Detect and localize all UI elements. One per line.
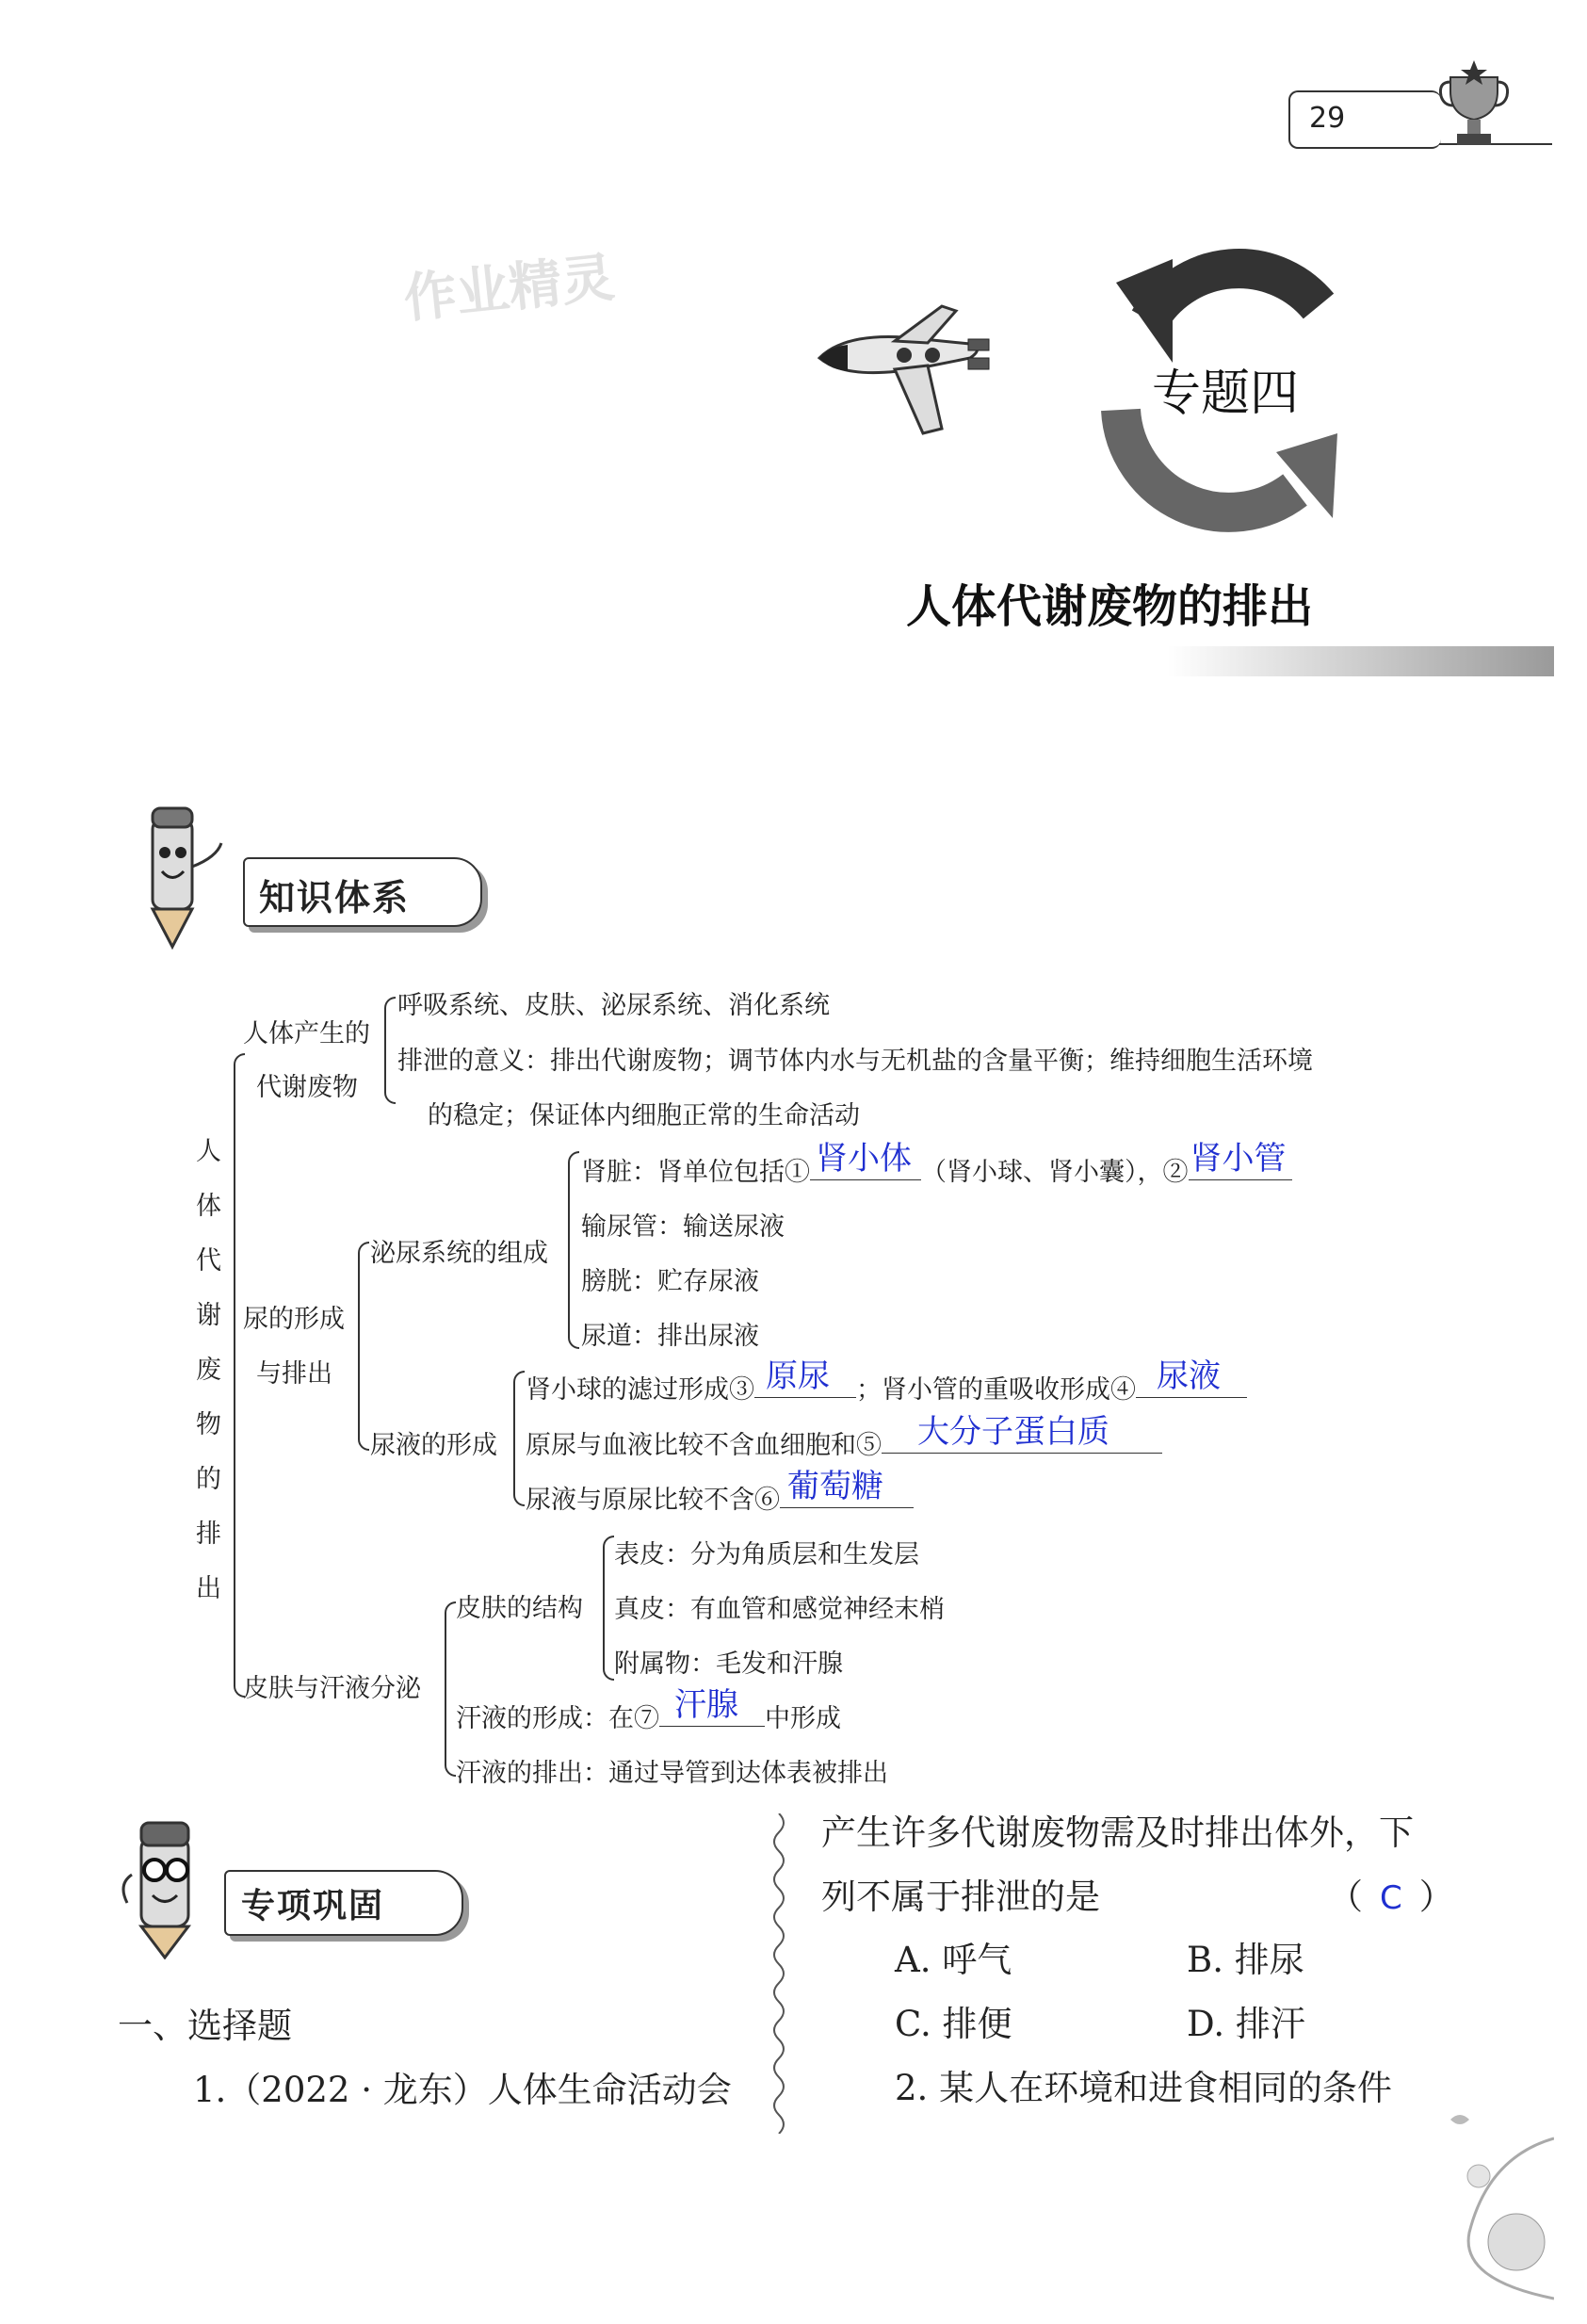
blank-5 bbox=[882, 1413, 1162, 1454]
urine-line1-text: 肾小球的滤过形成③ bbox=[526, 1375, 754, 1405]
brace-root bbox=[234, 1053, 245, 1698]
question-1-cont2: 列不属于排泄的是 bbox=[821, 1877, 1100, 1917]
blank-7 bbox=[659, 1686, 765, 1727]
answer-6: 葡萄糖 bbox=[787, 1468, 883, 1505]
skin-structure-label: 皮肤的结构 bbox=[456, 1594, 583, 1623]
blank-4 bbox=[1136, 1357, 1247, 1398]
blank-2 bbox=[1189, 1140, 1292, 1180]
blank-6 bbox=[780, 1468, 914, 1508]
branch1-line3: 的稳定；保证体内细胞正常的生命活动 bbox=[428, 1101, 860, 1130]
paren-close: ） bbox=[1418, 1877, 1454, 1917]
kidney-mid-text: （肾小球、肾小囊），② bbox=[921, 1158, 1189, 1187]
gradient-bar bbox=[1168, 646, 1554, 676]
brace-skin bbox=[603, 1536, 614, 1681]
sweat-excretion-line: 汗液的排出：通过导管到达体表被排出 bbox=[456, 1759, 888, 1788]
appendages-line: 附属物：毛发和汗腺 bbox=[614, 1650, 843, 1679]
blank-1 bbox=[810, 1140, 921, 1180]
paren-open: （ bbox=[1328, 1877, 1363, 1917]
flower-decoration-icon bbox=[1413, 2101, 1554, 2312]
brace-branch2 bbox=[358, 1242, 369, 1451]
blank-3 bbox=[754, 1357, 856, 1398]
root-char: 代 bbox=[196, 1246, 221, 1276]
root-char: 排 bbox=[196, 1520, 221, 1549]
urine-line2 bbox=[526, 1413, 1162, 1461]
section-practice-title: 专项巩固 bbox=[241, 1887, 385, 1926]
part-title: 一、选择题 bbox=[118, 2006, 292, 2046]
question-2-start: 2. 某人在环境和进食相同的条件 bbox=[895, 2068, 1393, 2108]
root-char: 体 bbox=[196, 1192, 221, 1221]
branch2-label: 尿的形成 bbox=[243, 1305, 345, 1334]
urinary-system-label: 泌尿系统的组成 bbox=[370, 1239, 548, 1268]
urine-formation-label: 尿液的形成 bbox=[370, 1431, 497, 1460]
brace-urinary bbox=[568, 1151, 579, 1349]
root-char: 废 bbox=[196, 1356, 221, 1385]
urine-line1 bbox=[526, 1357, 1247, 1406]
urine-line2-text: 原尿与血液比较不含血细胞和⑤ bbox=[526, 1431, 882, 1460]
glasses-mascot-icon bbox=[113, 1818, 226, 1963]
branch3-label: 皮肤与汗液分泌 bbox=[243, 1674, 421, 1703]
root-char: 出 bbox=[196, 1574, 221, 1603]
brace-branch3 bbox=[445, 1601, 456, 1777]
answer-7: 汗腺 bbox=[674, 1686, 738, 1724]
topic-title: 人体代谢废物的排出 bbox=[906, 580, 1314, 633]
option-a: A. 呼气 bbox=[895, 1940, 1012, 1980]
answer-2: 肾小管 bbox=[1190, 1140, 1287, 1178]
option-b: B. 排尿 bbox=[1187, 1940, 1304, 1980]
branch1-line1: 呼吸系统、皮肤、泌尿系统、消化系统 bbox=[397, 991, 830, 1020]
bladder-line: 膀胱：贮存尿液 bbox=[581, 1267, 759, 1296]
question-1-start: 1.（2022 · 龙东）人体生命活动会 bbox=[193, 2070, 732, 2110]
option-d: D. 排汗 bbox=[1187, 2004, 1305, 2044]
column-divider bbox=[768, 1813, 790, 2137]
pencil-mascot-icon bbox=[132, 801, 235, 955]
urine-line1-mid: ；肾小管的重吸收形成④ bbox=[856, 1375, 1136, 1405]
root-char: 物 bbox=[196, 1410, 221, 1439]
urine-line3-text: 尿液与原尿比较不含⑥ bbox=[526, 1486, 780, 1515]
answer-paren bbox=[1328, 1868, 1454, 1919]
ureter-line: 输尿管：输送尿液 bbox=[581, 1212, 785, 1242]
question-1-cont1: 产生许多代谢废物需及时排出体外，下 bbox=[821, 1812, 1414, 1853]
root-char: 谢 bbox=[196, 1301, 221, 1330]
branch1-label: 人体产生的 bbox=[243, 1019, 370, 1048]
sweat-formation-text: 汗液的形成：在⑦ bbox=[456, 1704, 659, 1733]
urethra-line: 尿道：排出尿液 bbox=[581, 1322, 759, 1351]
root-char: 人 bbox=[196, 1137, 221, 1166]
watermark: 作业精灵 bbox=[400, 247, 618, 331]
topic-label: 专题四 bbox=[1152, 366, 1300, 422]
kidney-line bbox=[581, 1140, 1292, 1188]
answer-3: 原尿 bbox=[766, 1357, 830, 1395]
page-number: 29 bbox=[1309, 102, 1346, 135]
root-char: 的 bbox=[196, 1465, 221, 1494]
urine-line3 bbox=[526, 1468, 914, 1516]
sweat-formation-post: 中形成 bbox=[765, 1704, 841, 1733]
answer-5: 大分子蛋白质 bbox=[917, 1413, 1109, 1451]
section-knowledge-title: 知识体系 bbox=[259, 877, 411, 918]
trophy-icon bbox=[1436, 58, 1512, 156]
branch2-label: 与排出 bbox=[256, 1359, 332, 1389]
branch1-label: 代谢废物 bbox=[256, 1073, 358, 1102]
branch1-line2: 排泄的意义：排出代谢废物；调节体内水与无机盐的含量平衡；维持细胞生活环境 bbox=[397, 1047, 1313, 1076]
answer-4: 尿液 bbox=[1157, 1357, 1221, 1395]
kidney-text: 肾脏：肾单位包括① bbox=[581, 1158, 810, 1187]
epidermis-line: 表皮：分为角质层和生发层 bbox=[614, 1540, 919, 1569]
rocket-icon bbox=[810, 301, 1017, 447]
answer-1: 肾小体 bbox=[816, 1140, 912, 1178]
brace-urine bbox=[513, 1371, 525, 1506]
brace-branch1 bbox=[384, 997, 396, 1104]
tree-root bbox=[196, 1130, 230, 1622]
option-c: C. 排便 bbox=[895, 2004, 1012, 2044]
answer-q1: C bbox=[1380, 1879, 1402, 1917]
dermis-line: 真皮：有血管和感觉神经末梢 bbox=[614, 1595, 945, 1624]
sweat-formation-line bbox=[456, 1686, 841, 1734]
